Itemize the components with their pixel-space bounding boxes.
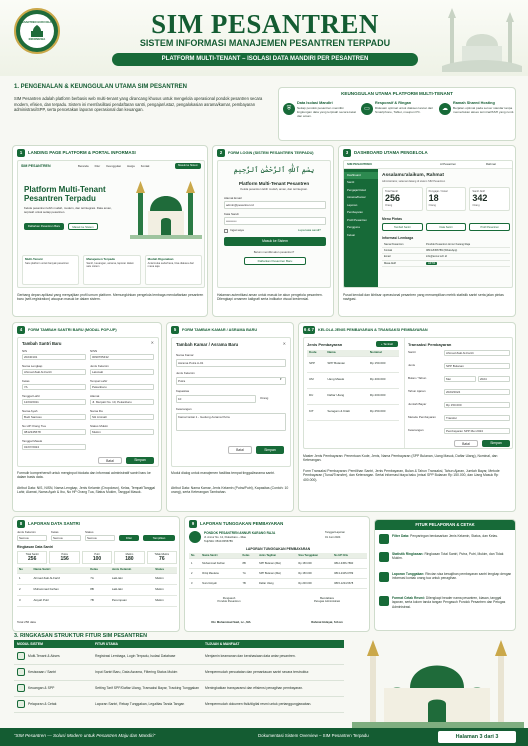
table-row: Multi-Tenant & Akses Registrasi Lembaga, Login Terpadu, Isolasi Database Menjamin keamanan dan kerahasiaan data antar pesantren. xyxy=(14,648,344,664)
sidebar-item-pengguna[interactable]: Pengguna xyxy=(347,225,360,230)
santri-field-input[interactable]: Pekanbaru xyxy=(90,384,154,390)
santri-field-input[interactable]: Budi Santoso xyxy=(22,414,86,420)
santri-field-label: Nama Ibu xyxy=(90,409,104,413)
nav-beranda[interactable]: Beranda xyxy=(78,164,89,168)
summary-mukim: Mukim 180 xyxy=(114,551,144,564)
filter-button[interactable]: Filter xyxy=(119,535,139,541)
stat-pengajar: Pengajar / Ustaz 18 Orang xyxy=(426,187,467,211)
santri-field-label: Status Mukim xyxy=(90,424,109,428)
dashboard-mock: SIM PESANTREN Al Pesantren Rahmat Dashboard Santri Pengajar/Ustaz Asrama/Kamar Laporan Pembayaran Profil Pesantren Pengguna Keluar Assalamu'alaikum, Rahmat Administrator, selamat datang di sistem SIM Pesantren Total Santri 256 Orang Pengajar / Ustaz 18 Orang Santri Aktif 342 Orang Menu Pintas Tambah Santri Data Santri Profil Pesantren Informasi Lembaga Nama Pesantren Pondok Pesantren Annur Karang Raja Kontak 0813-8456789 (WhatsApp) Email info@annur.sch.id Masa Aktif AKTIF xyxy=(343,160,513,288)
student-icon xyxy=(17,668,25,676)
feature-data-isolation: ⛨ Data Isolasi Mandiri Setiap pondok pesantren memiliki lingkungan data yang terpisah secara ketat dan aman. xyxy=(283,101,359,139)
chart-icon xyxy=(379,552,389,562)
header xyxy=(0,0,528,76)
trx-field-label: Jenis xyxy=(408,363,416,367)
password-input[interactable]: •••••••••• xyxy=(224,217,326,225)
trx-field-input[interactable]: Rp 150.000 xyxy=(444,402,510,408)
santri-field-input[interactable]: 12/03/2011 xyxy=(22,399,86,405)
trx-field-input[interactable]: Ahmad Zaki Al-Farizi xyxy=(444,350,510,356)
section-3-heading: 3. RINGKASAN STRUKTUR FITUR SIM PESANTREN xyxy=(14,633,147,639)
filter-gender-select[interactable]: Semua xyxy=(17,535,47,541)
trx-field-label: Bulan / Tahun xyxy=(408,376,427,380)
landing-number: 1 xyxy=(17,149,25,157)
stat-total-santri: Total Santri 256 Orang xyxy=(382,187,423,211)
report-pay-card-title: LAPORAN TUNGGAKAN PEMBAYARAN xyxy=(200,521,284,527)
payments-mock: Jenis Pembayaran + Tambah Kode Nama Nominal SPP SPP Bulanan Rp 150.000 UM Uang Masuk Rp 400.000 DU Daftar Ulang Rp 200.000 KIT Seragam & Kitab Rp 250.000 Transaksi Pembayaran Santri Ahmad Zaki Al-Farizi Jenis SPP Bulanan Bulan / Tahun Mei 2024 Tahun Ajaran 2023/2024 Jumlah Bayar Rp 150.000 Metode Pembayaran Transfer Keterangan Pembayaran SPP Mei 2024 Batal Simpan xyxy=(303,337,513,449)
santri-modal: Tambah Santri Baru ✕ NIS 20240101 NISN 0090765432 Nama Lengkap Ahmad Zaki Al-Farizi Jenis Kelamin Laki-laki Kelas 7A Tempat Lahir Pekanbaru Tanggal Lahir 12/03/2011 Alamat Jl. Merpati No. 10, Pekanbaru Nama Ayah Budi Santoso Nama Ibu Siti Aminah No HP Orang Tua 0812345678 Status Mukim Mukim Tanggal Masuk 01/07/2024 Batal Simpan xyxy=(17,337,159,467)
add-payment-type-button[interactable]: + Tambah xyxy=(376,341,398,347)
santri-cancel-button[interactable]: Batal xyxy=(98,457,122,464)
table-row: Pelaporan & Cetak Laporan Santri, Rekap Tunggakan, Legalitas Tanda Tangan Mempermudah dokumen fisik/digital resmi untuk pertanggungjawaban. xyxy=(14,696,344,712)
login-heading: Platform Multi-Tenant Pesantren xyxy=(238,181,310,186)
dashboard-card: 3 DASHBOARD UTAMA PENGELOLA SIM PESANTREN Al Pesantren Rahmat Dashboard Santri Pengajar/Ustaz Asrama/Kamar Laporan Pembayaran Profil Pesantren Pengguna Keluar Assalamu'alaikum, Rahmat Administrator, selamat datang di sistem SIM Pesantren Total Santri 256 Orang Pengajar / Ustaz 18 Orang Santri Aktif 342 Orang Menu Pintas Tambah Santri Data Santri Profil Pesantren Informasi Lembaga Nama Pesantren Pondok Pesantren Annur Karang Raja Kontak 0813-8456789 (WhatsApp) Email info@annur.sch.id Masa Aktif AKTIF Pusat kendali dan ikhtisar operasional pesantren yang menampilkan metrik statistik santri serta jalan pintas navigasi. xyxy=(338,145,516,317)
payments-card: 6 & 7 KELOLA JENIS PEMBAYARAN & TRANSAKSI PEMBAYARAN Jenis Pembayaran + Tambah Kode Nama Nominal SPP SPP Bulanan Rp 150.000 UM Uang Masuk Rp 400.000 DU Daftar Ulang Rp 200.000 KIT Seragam & Kitab Rp 250.000 Transaksi Pembayaran Santri Ahmad Zaki Al-Farizi Jenis SPP Bulanan Bulan / Tahun Mei 2024 Tahun Ajaran 2023/2024 Jumlah Bayar Rp 150.000 Metode Pembayaran Transfer Keterangan Pembayaran SPP Mei 2024 Batal Simpan Master Jenis Pembayaran: Penentuan Kode, Jenis, Nama Pembayaran (SPP Bulanan, Uang Masuk, Daftar Ulang), Nominal, dan Keterangan. Form Transaksi Pembayaran: Pemilihan Santri, Jenis Pembayaran, Bulan & Tahun Transaksi, Tahun Ajaran, Jumlah Bayar, Metode Pembayaran (Tunai/Transfer), dan Keterangan. Sertai informasi biaya baku (misal SPP Bulanan Rp 150.000, dan Uang Masuk Rp 400.000). xyxy=(298,322,516,512)
sidebar-item-pembayaran[interactable]: Pembayaran xyxy=(347,210,363,215)
quick-data-santri[interactable]: Data Santri xyxy=(426,223,467,231)
remember-checkbox[interactable] xyxy=(224,229,228,233)
trx-field-input[interactable]: Transfer xyxy=(444,415,510,421)
santri-field-label: Nama Lengkap xyxy=(22,364,43,368)
devices-icon: ▭ xyxy=(361,103,373,115)
santri-field-input[interactable]: 0812345678 xyxy=(22,429,86,435)
report-santri-card: 8 LAPORAN DATA SANTRI Jenis Kelamin Semua Kelas Semua Status Semua Filter Tampilkan Ringkasan Data Santri Total Santri 256 Putra 156 Putri 100 Mukim 180 Tidak Mukim 76 No Nama Santri Kelas Jenis Kelamin Status 1 Ahmad Zaki Al-Farizi 7A Laki-laki Mukim 2 Muhammad Farhan 8B Laki-laki Mukim 3 Aisyah Putri 7B Perempuan Mukim Total 256 data xyxy=(12,516,180,632)
hero-desc: Kelola pesantren lebih mudah, modern, dan terintegrasi. Data aman, terpisah untuk setiap pesantren. xyxy=(24,206,112,214)
trx-year-input[interactable]: 2024 xyxy=(478,376,510,382)
keterangan-textarea[interactable]: Kamar lantai 1 - Gedung Asrama Putra xyxy=(176,413,286,431)
form-kamar-card-title: FORM TAMBAH KAMAR / ASRAMA BARU xyxy=(182,327,258,332)
forgot-password-link[interactable]: Lupa kata sandi? xyxy=(298,228,321,232)
mosque-hero-icon xyxy=(130,177,202,239)
login-card-title: FORM LOGIN (SISTEM PESANTREN TERPADU) xyxy=(228,150,314,155)
close-icon[interactable]: ✕ xyxy=(150,340,154,345)
landing-card-title: LANDING PAGE PLATFORM & PORTAL INFORMASI xyxy=(28,150,136,156)
santri-field-label: Alamat xyxy=(90,394,100,398)
institution-info-table: Nama Pesantren Pondok Pesantren Annur Karang Raja Kontak 0813-8456789 (WhatsApp) Email info@annur.sch.id Masa Aktif AKTIF xyxy=(382,242,510,267)
login-submit-button[interactable]: Masuk ke Sistem xyxy=(224,237,326,246)
table-row: Kesiswaan / Santri Input Santri Baru, Data Asrama, Filtering Status Mukim Mempermudah pencatatan dan pemantauan santri secara terstruktur. xyxy=(14,664,344,680)
jenis-kelamin-select[interactable]: Putra xyxy=(176,377,286,385)
mini-card-manajemen: Manajemen Terpadu Santri, keuangan, asrama, laporan dalam satu sistem xyxy=(83,255,140,285)
trx-field-input[interactable]: Mei xyxy=(444,376,476,382)
trx-field-label: Metode Pembayaran xyxy=(408,415,436,419)
mini-card-mudah: Mudah Digunakan Antarmuka sederhana, bisa diakses dari mana saja xyxy=(145,255,202,285)
sidebar-item-asrama[interactable]: Asrama/Kamar xyxy=(347,195,366,200)
page-indicator: Halaman 3 dari 3 xyxy=(438,731,516,743)
sidebar-item-santri[interactable]: Santri xyxy=(347,180,355,185)
shield-icon: ⛨ xyxy=(283,103,295,115)
page-title: SIM PESANTREN xyxy=(151,9,379,39)
sidebar-item-profil[interactable]: Profil Pesantren xyxy=(347,217,367,222)
table-row[interactable]: 1 Ahmad Zaki Al-Farizi 7A Laki-laki Mukim xyxy=(17,573,177,584)
logo xyxy=(14,8,60,54)
report-santri-card-title: LAPORAN DATA SANTRI xyxy=(28,521,80,527)
quick-tambah-santri[interactable]: Tambah Santri xyxy=(382,223,423,231)
table-row[interactable]: 2 Muhammad Farhan 8B Laki-laki Mukim xyxy=(17,584,177,595)
hero-title: Platform Multi-Tenant Pesantren Terpadu xyxy=(24,185,106,204)
sidebar-item-dashboard[interactable]: Dashboard xyxy=(344,172,378,179)
footer-doc: Dokumentasi Sistem Overview – SIM Pesantren Terpadu xyxy=(258,733,369,738)
payment-types-table: Kode Nama Nominal SPP SPP Bulanan Rp 150.000 UM Uang Masuk Rp 400.000 DU Daftar Ulang Rp 200.000 KIT Seragam & Kitab Rp 250.000 xyxy=(307,350,399,421)
form-santri-card-title: FORM TAMBAH SANTRI BARU (MODAL POP-UP) xyxy=(28,327,117,332)
trx-field-label: Jumlah Bayar xyxy=(408,402,427,406)
print-report-button[interactable]: Tampilkan xyxy=(143,535,175,541)
santri-field-label: Kelas xyxy=(22,379,30,383)
intro-text: SIM Pesantren adalah platform berbasis web multi-tenant yang dirancang khusus untuk mengelola operasional pondok pesantren secara modern, efisien, dan terpadu. Sistem ini memfasilitasi pendaftaran santri, pengajar/ustaz, pengalokasian asrama/kamar, pembayaran administrasi/SPP, serta pencetakan laporan operasional dan keuangan. xyxy=(14,96,263,113)
reporting-features-box: FITUR PELAPORAN & CETAK Filter Data: Penyaringan berdasarkan Jenis Kelamin, Status, dan Kelas. Statistik Ringkasan: Ringkasan Total Santri, Putra, Putri, Mukim, dan Tidak Mukim. Laporan Tunggakan: Rincian sisa kewajiban pembayaran santri lengkap dengan informasi kontak orang tua untuk penagihan. Format Cetak Resmi: Dilengkapi header nama pesantren, kiasan, tanggal laporan, serta kolom tanda tangan Pengasuh Pondok Pesantren dan Petugas Administrasi. xyxy=(374,519,516,631)
table-row[interactable]: SPP SPP Bulanan Rp 150.000 xyxy=(307,356,399,372)
table-row[interactable]: 2 Rizqi Maulana 7A SPP Bulanan (Mei) Rp 150.000 0813-2345-6789 xyxy=(189,569,367,579)
landing-desc: Gerbang depan aplikasi yang menyajikan profil umum platform. Memungkinkan pengelola lembaga mendaftarkan pesantren baru (self-registration) ataupun masuk ke dalam sistem. xyxy=(17,293,204,302)
nav-kontak[interactable]: Kontak xyxy=(140,164,150,168)
logo-text-bottom: INDONESIA xyxy=(28,36,46,41)
nav-keunggulan[interactable]: Keunggulan xyxy=(106,164,122,168)
logo-text-top: PESANTREN GURU NGAJI xyxy=(20,20,54,24)
login-register-button[interactable]: Daftarkan Pesantren Baru xyxy=(244,257,306,265)
platform-banner: PLATFORM MULTI-TENANT – ISOLASI DATA MANDIRI PER PESANTREN xyxy=(112,53,418,66)
mini-card-multitenant: Multi-Tenant Satu platform untuk banyak pesantren xyxy=(22,255,79,285)
users-icon xyxy=(17,652,25,660)
form-kamar-card: 5 FORM TAMBAH KAMAR / ASRAMA BARU Tambah Kamar / Asrama Baru ✕ Nama Kamar Asrama Putra A-01 Jenis Kelamin Putra ▾ Kapasitas 10 Orang Keterangan Kamar lantai 1 - Gedung Asrama Putra Batal Simpan Modul dialog untuk manajemen fasilitas tempat tinggal/asrama santri. Atribut Data: Nama Kamar, Jenis Kelamin (Putra/Putri), Kapasitas (Contoh: 10 orang), serta Keterangan Tambahan. xyxy=(166,322,294,512)
money-icon xyxy=(17,684,25,692)
login-sub: Kelola pesantren lebih mudah, aman, dan terintegrasi. xyxy=(240,187,308,191)
table-row[interactable]: 1 Muhammad Farhan 8B SPP Bulanan (Mei) Rp 150.000 0812-3456-7890 xyxy=(189,559,367,569)
landing-mock xyxy=(17,160,205,288)
trx-save-button[interactable]: Simpan xyxy=(482,440,510,447)
trx-field-input[interactable]: Pembayaran SPP Mei 2024 xyxy=(444,428,510,434)
filter-status-select[interactable]: Semua xyxy=(85,535,115,541)
register-pesantren-button[interactable]: Daftarkan Pesantren Baru xyxy=(24,223,64,230)
payments-card-title: KELOLA JENIS PEMBAYARAN & TRANSAKSI PEMBAYARAN xyxy=(318,327,428,332)
summary-total: Total Santri 256 xyxy=(17,551,47,564)
santri-field-input[interactable]: 01/07/2024 xyxy=(22,444,86,450)
footer xyxy=(0,728,528,746)
stat-santri-aktif: Santri Aktif 342 Orang xyxy=(469,187,510,211)
signature-right: Bendahara Petugas Administrasi xyxy=(313,596,341,604)
santri-field-label: Jenis Kelamin xyxy=(90,364,109,368)
close-icon[interactable]: ✕ xyxy=(282,341,286,346)
chevron-down-icon: ▾ xyxy=(280,377,282,381)
santri-field-input[interactable]: 0090765432 xyxy=(90,354,154,360)
santri-save-button[interactable]: Simpan xyxy=(126,457,154,464)
cloud-icon: ☁ xyxy=(439,103,451,115)
arabic-calligraphy: بِسْمِ ٱللَّٰهِ ٱلرَّحْمَٰنِ ٱلرَّحِيمِ xyxy=(233,166,315,174)
trx-field-label: Tahun Ajaran xyxy=(408,389,426,393)
features-title: KEUNGGULAN UTAMA PLATFORM MULTI-TENANT xyxy=(341,91,453,96)
santri-field-input[interactable]: 7A xyxy=(22,384,86,390)
table-row[interactable]: KIT Seragam & Kitab Rp 250.000 xyxy=(307,404,399,420)
report-pay-card: 9 LAPORAN TUNGGAKAN PEMBAYARAN PONDOK PESANTREN ANNUR KARANG RAJA Jl. Annur No. 12, Pekanbaru – Riau Telp/WA: 0813-8456789 Tanggal Laporan 01 Juni 2024 LAPORAN TUNGGAKAN PEMBAYARAN No Nama Santri Kelas Jenis Tagihan Sisa Tunggakan No HP Ortu 1 Muhammad Farhan 8B SPP Bulanan (Mei) Rp 150.000 0812-3456-7890 2 Rizqi Maulana 7A SPP Bulanan (Mei) Rp 150.000 0813-2345-6789 3 Nurul Aisyah 7B Daftar Ulang Rp 200.000 0815-1234-5678 Pengasuh Pondok Pesantren Bendahara Petugas Administrasi KH. Muhammad Said, Lc., MA Rahmat Hidayat, S.Kom xyxy=(184,516,370,632)
mosque-illustration-icon xyxy=(442,6,522,72)
landing-card xyxy=(12,145,208,317)
form-santri-card: 4 FORM TAMBAH SANTRI BARU (MODAL POP-UP) Tambah Santri Baru ✕ NIS 20240101 NISN 0090765432 Nama Lengkap Ahmad Zaki Al-Farizi Jenis Kelamin Laki-laki Kelas 7A Tempat Lahir Pekanbaru Tanggal Lahir 12/03/2011 Alamat Jl. Merpati No. 10, Pekanbaru Nama Ayah Budi Santoso Nama Ibu Siti Aminah No HP Orang Tua 0812345678 Status Mukim Mukim Tanggal Masuk 01/07/2024 Batal Simpan Formulir komprehensif untuk menginput biodata dan informasi administratif santri baru ke dalam basis data. Atribut Data: NIS, NISN, Nama Lengkap, Jenis Kelamin (Dropdown), Kelas, Tempat/Tanggal Lahir, Alamat, Nama Ayah & Ibu, No HP Orang Tua, Status Mukim, Tanggal Masuk. xyxy=(12,322,162,512)
kamar-save-button[interactable]: Simpan xyxy=(256,446,284,454)
login-card: 2 FORM LOGIN (SISTEM PESANTREN TERPADU) بِسْمِ ٱللَّٰهِ ٱلرَّحْمَٰنِ ٱلرَّحِيمِ Platform Multi-Tenant Pesantren Kelola pesantren lebih mudah, aman, dan terintegrasi. Alamat Email admin@pesantren.id Kata Sandi •••••••••• Ingat saya Lupa kata sandi? Masuk ke Sistem Belum memiliki akun pesantren? Daftarkan Pesantren Baru Halaman autentikasi aman untuk masuk ke akun pengelola pesantren. Dilengkapi ornamen kaligrafi serta indikator visual kredensial. xyxy=(212,145,334,317)
santri-field-input[interactable]: 20240101 xyxy=(22,354,86,360)
section-1-heading: 1. PENGENALAN & KEUNGGULAN UTAMA SIM PESANTREN xyxy=(14,84,188,90)
footer-quote: “SIM Pesantren — Solusi Modern untuk Pesantren Maju dan Mandiri” xyxy=(14,733,156,738)
trx-cancel-button[interactable]: Batal xyxy=(454,440,478,447)
trx-field-input[interactable]: 2023/2024 xyxy=(444,389,510,395)
sidebar-item-keluar[interactable]: Keluar xyxy=(347,232,356,237)
santri-field-label: Tanggal Masuk xyxy=(22,439,43,443)
sidebar-item-laporan[interactable]: Laporan xyxy=(347,202,358,207)
feature-responsive: ▭ Responsif & Ringan Didesain optimal untuk diakses lancar dari Smartphone, Tablet, maupun PC. xyxy=(361,101,437,139)
wallet-icon xyxy=(379,572,389,582)
santri-field-label: Tempat Lahir xyxy=(90,379,108,383)
santri-field-label: NISN xyxy=(90,349,98,353)
printer-icon xyxy=(379,596,389,606)
login-desc: Halaman autentikasi aman untuk masuk ke akun pengelola pesantren. Dilengkapi ornamen kaligrafi serta indikator visual kredensial. xyxy=(217,293,323,302)
santri-field-label: Nama Ayah xyxy=(22,409,38,413)
dashboard-card-title: DASHBOARD UTAMA PENGELOLA xyxy=(354,150,428,156)
santri-field-label: NIS xyxy=(22,349,28,353)
nav-fitur[interactable]: Fitur xyxy=(94,164,101,168)
kamar-modal: Tambah Kamar / Asrama Baru ✕ Nama Kamar Asrama Putra A-01 Jenis Kelamin Putra ▾ Kapasitas 10 Orang Keterangan Kamar lantai 1 - Gedung Asrama Putra Batal Simpan xyxy=(171,337,291,467)
school-logo-icon xyxy=(189,531,201,543)
document-icon xyxy=(17,700,25,708)
login-mock: بِسْمِ ٱللَّٰهِ ٱلرَّحْمَٰنِ ٱلرَّحِيمِ Platform Multi-Tenant Pesantren Kelola pesantren lebih mudah, aman, dan terintegrasi. Alamat Email admin@pesantren.id Kata Sandi •••••••••• Ingat saya Lupa kata sandi? Masuk ke Sistem Belum memiliki akun pesantren? Daftarkan Pesantren Baru xyxy=(217,160,331,288)
table-row[interactable]: 3 Aisyah Putri 7B Perempuan Mukim xyxy=(17,595,177,606)
greeting: Assalamu'alaikum, Rahmat xyxy=(382,173,444,178)
santri-report-table: No Nama Santri Kelas Jenis Kelamin Status 1 Ahmad Zaki Al-Farizi 7A Laki-laki Mukim 2 Muhammad Farhan 8B Laki-laki Mukim 3 Aisyah Putri 7B Perempuan Mukim xyxy=(17,567,177,607)
summary-table: MODUL SISTEM FITUR UTAMA TUJUAN & MANFAAT Multi-Tenant & Akses Registrasi Lembaga, Login Terpadu, Isolasi Database Menjamin keamanan dan kerahasiaan data antar pesantren. Kesiswaan / Santri Input Santri Baru, Data Asrama, Filtering Status Mukim Mempermudah pencatatan dan pemantauan santri secara terstruktur. Keuangan & SPP Setting Tarif SPP/Daftar Ulang, Transaksi Bayar, Tracking Tunggakan Meningkatkan transparansi dan efisiensi penagihan pembayaran. Pelaporan & Cetak Laporan Santri, Rekap Tunggakan, Legalitas Tanda Tangan Mempermudah dokumen fisik/digital resmi untuk pertanggungjawaban. xyxy=(14,640,344,713)
santri-field-input[interactable]: Ahmad Zaki Al-Farizi xyxy=(22,369,86,375)
sidebar-item-pengajar[interactable]: Pengajar/Ustaz xyxy=(347,187,367,192)
santri-field-label: Tanggal Lahir xyxy=(22,394,41,398)
table-row: Keuangan & SPP Setting Tarif SPP/Daftar Ulang, Transaksi Bayar, Tracking Tunggakan Meningkatkan transparansi dan efisiensi penagihan pembayaran. xyxy=(14,680,344,696)
santri-field-input[interactable]: Jl. Merpati No. 10, Pekanbaru xyxy=(90,399,154,405)
santri-field-input[interactable]: Laki-laki xyxy=(90,369,154,375)
mosque-icon xyxy=(29,24,45,38)
dashboard-desc: Pusat kendali dan ikhtisar operasional pesantren yang menampilkan metrik statistik santri serta jalan pintas navigasi. xyxy=(343,293,504,302)
kapasitas-input[interactable]: 10 xyxy=(176,395,256,403)
features-box xyxy=(278,87,516,141)
dashboard-sidebar xyxy=(344,169,378,288)
quick-profil-pesantren[interactable]: Profil Pesantren xyxy=(469,223,510,231)
nav-harga[interactable]: Harga xyxy=(127,164,135,168)
filter-class-select[interactable]: Semua xyxy=(51,535,81,541)
email-input[interactable]: admin@pesantren.id xyxy=(224,201,326,209)
trx-field-input[interactable]: SPP Bulanan xyxy=(444,363,510,369)
user-menu[interactable]: Rahmat xyxy=(486,162,496,166)
kamar-cancel-button[interactable]: Batal xyxy=(228,446,252,454)
santri-field-input[interactable]: Mukim xyxy=(90,429,154,435)
feature-shared-hosting: ☁ Ramah Shared Hosting Berjalan optimal pada server standar tanpa memerlukan akses terminal/SSH yang rumit. xyxy=(439,101,515,139)
page-subtitle: SISTEM INFORMASI MANAJEMEN PESANTREN TERPADU xyxy=(139,38,391,48)
mosque-illustration-icon xyxy=(352,640,524,728)
hero-login-button[interactable]: Masuk ke Sistem xyxy=(68,223,98,230)
filter-icon xyxy=(379,534,389,544)
signature-left: Pengasuh Pondok Pesantren xyxy=(217,596,241,604)
trx-field-label: Santri xyxy=(408,350,416,354)
table-row[interactable]: 3 Nurul Aisyah 7B Daftar Ulang Rp 200.000 0815-1234-5678 xyxy=(189,579,367,589)
table-row[interactable]: UM Uang Masuk Rp 400.000 xyxy=(307,372,399,388)
table-row[interactable]: DU Daftar Ulang Rp 200.000 xyxy=(307,388,399,404)
santri-field-input[interactable]: Siti Aminah xyxy=(90,414,154,420)
status-badge: AKTIF xyxy=(428,261,436,265)
summary-tidak-mukim: Tidak Mukim 76 xyxy=(147,551,177,564)
landing-brand: SIM PESANTREN xyxy=(21,164,51,168)
summary-putra: Putra 156 xyxy=(49,551,79,564)
trx-field-label: Keterangan xyxy=(408,428,424,432)
nama-kamar-input[interactable]: Asrama Putra A-01 xyxy=(176,359,286,367)
summary-putri: Putri 100 xyxy=(82,551,112,564)
nav-login-button[interactable]: Masuk ke Sistem xyxy=(175,163,201,169)
santri-field-label: No HP Orang Tua xyxy=(22,424,46,428)
arrears-table: No Nama Santri Kelas Jenis Tagihan Sisa Tunggakan No HP Ortu 1 Muhammad Farhan 8B SPP Bulanan (Mei) Rp 150.000 0812-3456-7890 2 Rizqi Maulana 7A SPP Bulanan (Mei) Rp 150.000 0813-2345-6789 3 Nurul Aisyah 7B Daftar Ulang Rp 200.000 0815-1234-5678 xyxy=(189,553,367,589)
